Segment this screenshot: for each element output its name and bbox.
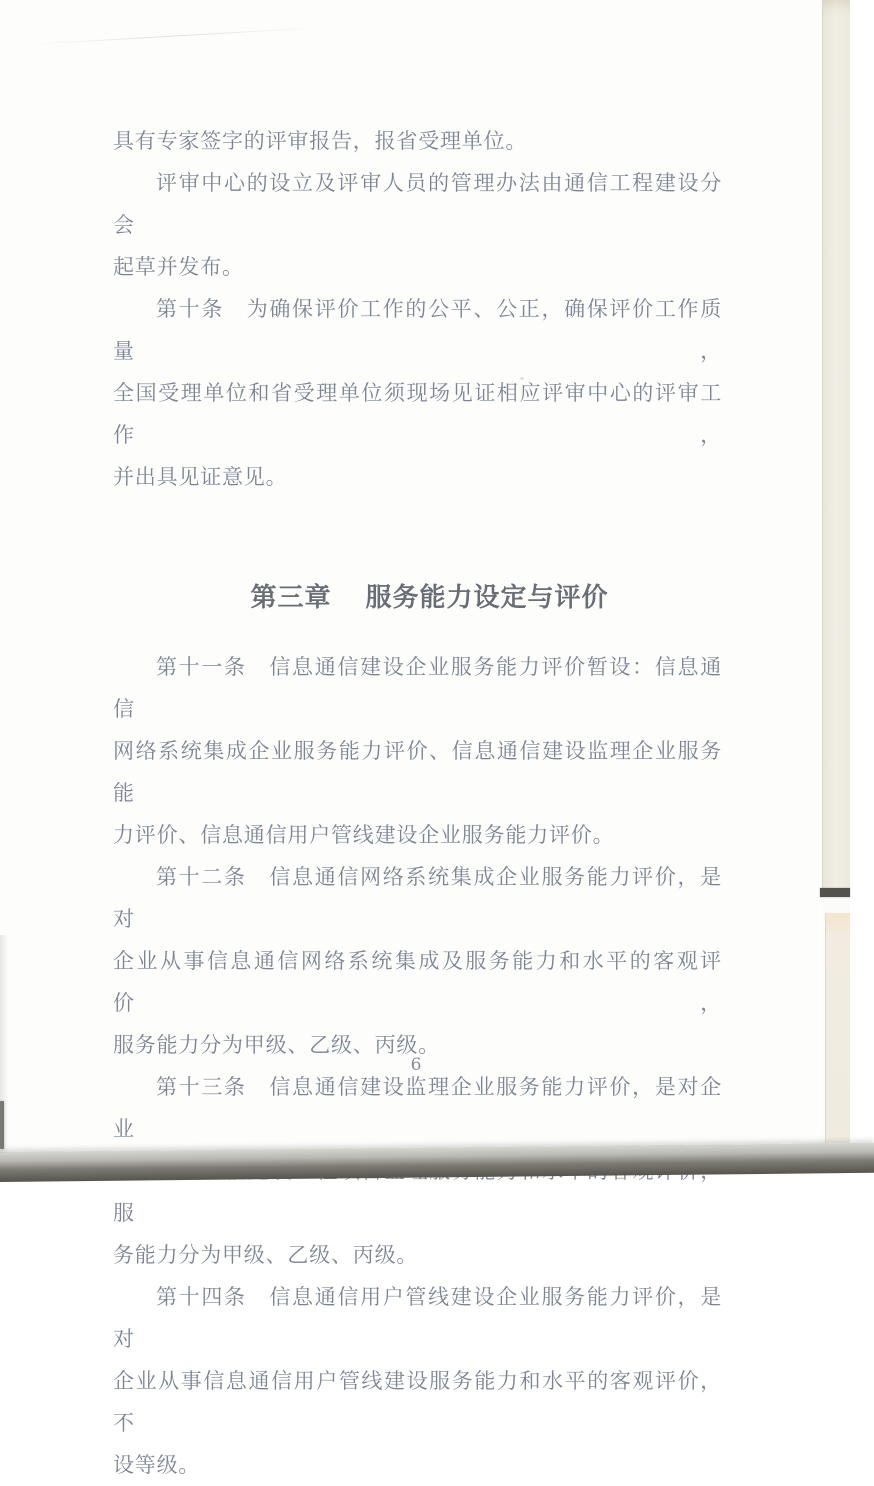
dark-edge-bar — [820, 888, 850, 897]
scan-speck — [573, 390, 576, 392]
paragraph-line: 第十三条 信息通信建设监理企业服务能力评价，是对企业 — [113, 1075, 722, 1141]
paragraph-line: 全国受理单位和省受理单位须现场见证相应评审中心的评审工作， — [113, 381, 722, 447]
paragraph-line: 并出具见证意见。 — [113, 465, 288, 489]
paragraph-line: 第十四条 信息通信用户管线建设企业服务能力评价，是对 — [113, 1285, 722, 1351]
stacked-pages-edge-top — [822, 0, 850, 889]
chapter-number: 第三章 — [250, 583, 332, 613]
paragraph-line: 第十二条 信息通信网络系统集成企业服务能力评价，是对 — [113, 865, 722, 931]
chapter-title: 服务能力设定与评价 — [365, 583, 609, 613]
paragraph-line: 力评价、信息通信用户管线建设企业服务能力评价。 — [113, 823, 615, 847]
paragraph-line: 服务能力分为甲级、乙级、丙级。 — [113, 1033, 440, 1057]
paragraph-line: 具有专家签字的评审报告，报省受理单位。 — [113, 129, 528, 153]
stacked-pages-edge-bottom — [825, 913, 850, 1147]
scan-speck — [520, 377, 524, 380]
paragraph-line: 第十条 为确保评价工作的公平、公正，确保评价工作质量， — [113, 297, 722, 363]
paragraph-line: 评审中心的设立及评审人员的管理办法由通信工程建设分会 — [113, 171, 722, 237]
page-number: 6 — [410, 1055, 422, 1075]
paragraph-line: 起草并发布。 — [113, 255, 244, 279]
chapter-heading — [113, 580, 722, 616]
paragraph-line: 网络系统集成企业服务能力评价、信息通信建设监理企业服务能 — [113, 739, 722, 805]
paragraph-line: 设等级。 — [113, 1453, 201, 1477]
left-edge-shading — [0, 935, 9, 1153]
paragraph-line: 企业从事信息通信用户管线建设服务能力和水平的客观评价，不 — [113, 1369, 722, 1435]
paragraph-line: 务能力分为甲级、乙级、丙级。 — [113, 1243, 419, 1267]
paragraph-line: 企业从事信息通信网络系统集成及服务能力和水平的客观评价， — [113, 949, 722, 1015]
paragraph-line: 第十一条 信息通信建设企业服务能力评价暂设：信息通信 — [113, 655, 722, 721]
document-text — [113, 120, 722, 1486]
paragraph-line: 服 — [113, 1201, 135, 1225]
